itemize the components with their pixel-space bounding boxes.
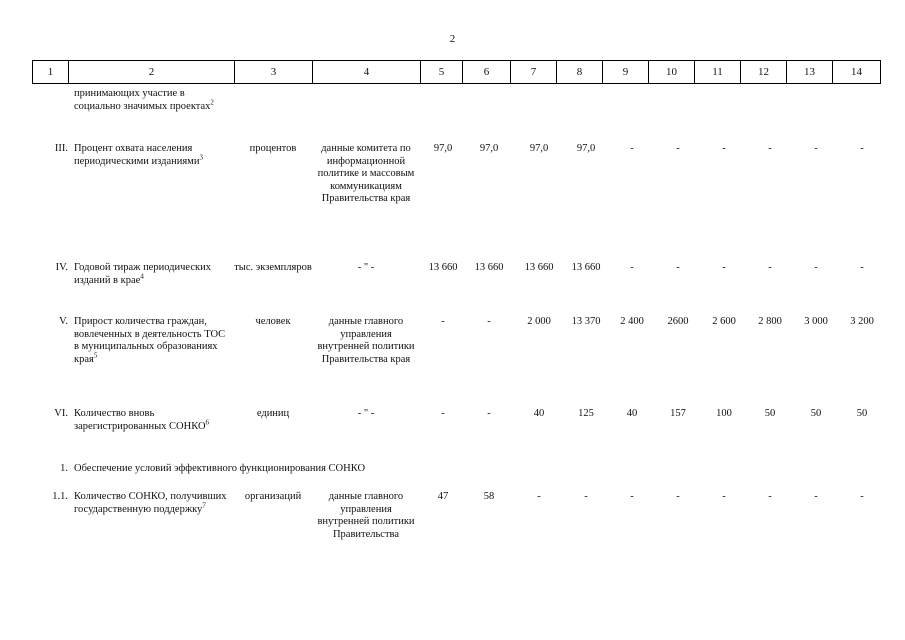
- header-col-4: 4: [313, 61, 421, 84]
- value-cell: 50: [764, 408, 776, 419]
- footnote-mark: 4: [140, 272, 144, 280]
- value-cell: 50: [856, 408, 868, 419]
- unit: тыс. экземпляров: [234, 262, 312, 273]
- header-col-3: 3: [235, 61, 313, 84]
- indicator-name: Прирост количества граждан, вовлеченных в деятельность ТОС в муниципальных образованиях края$^5$: [74, 316, 226, 365]
- value-cell: 13 660: [571, 262, 601, 273]
- value-cell: -: [814, 143, 818, 154]
- value-cell: -: [768, 262, 772, 273]
- value-cell: 2600: [667, 316, 689, 327]
- section-title: Обеспечение условий эффективного функционирования СОНКО: [74, 463, 366, 474]
- value-cell: -: [722, 143, 726, 154]
- value-cell: 2 400: [620, 316, 644, 327]
- value-cell: 97,0: [576, 143, 596, 154]
- value-cell: -: [768, 491, 772, 502]
- value-cell: -: [722, 491, 726, 502]
- header-row: [33, 61, 881, 84]
- value-cell: 58: [483, 491, 495, 502]
- value-cell: -: [441, 408, 445, 419]
- indicator-name: Процент охвата населения периодическими изданиями$^3$: [74, 143, 203, 167]
- header-col-5: 5: [421, 61, 463, 84]
- unit: человек: [255, 316, 291, 327]
- footnote-mark: 6: [205, 418, 210, 426]
- data-source: - " -: [357, 262, 375, 273]
- row-number: 1.1.: [52, 491, 68, 502]
- indicator-name: Годовой тираж периодических изданий в крае$^4$: [74, 262, 211, 286]
- row-number: V.: [59, 316, 68, 327]
- value-cell: 47: [437, 491, 449, 502]
- value-cell: 157: [670, 408, 686, 419]
- header-col-1: 1: [33, 61, 69, 84]
- data-source: данные главного управления внутренней политики Правительства края: [317, 316, 415, 365]
- header-col-14: 14: [833, 61, 881, 84]
- value-cell: -: [487, 316, 491, 327]
- footnote-mark: 3: [199, 153, 203, 161]
- value-cell: 13 660: [474, 262, 504, 273]
- value-cell: 40: [533, 408, 545, 419]
- value-cell: -: [630, 491, 634, 502]
- value-cell: 97,0: [529, 143, 549, 154]
- value-cell: -: [630, 143, 634, 154]
- column-header-table: [32, 60, 881, 84]
- data-source: данные главного управления внутренней политики Правительства: [317, 491, 415, 540]
- value-cell: 3 000: [804, 316, 828, 327]
- footnote-mark: 7: [202, 501, 206, 509]
- header-col-10: 10: [649, 61, 695, 84]
- value-cell: -: [537, 491, 541, 502]
- unit: организаций: [244, 491, 302, 502]
- header-col-12: 12: [741, 61, 787, 84]
- value-cell: 97,0: [479, 143, 499, 154]
- value-cell: -: [630, 262, 634, 273]
- row-number: III.: [54, 143, 68, 154]
- value-cell: -: [860, 262, 864, 273]
- value-cell: 2 000: [527, 316, 551, 327]
- value-cell: 2 800: [758, 316, 782, 327]
- row-number: VI.: [54, 408, 68, 419]
- value-cell: 2 600: [712, 316, 736, 327]
- value-cell: -: [584, 491, 588, 502]
- indicator-name: принимающих участие в социально значимых проектах$^2$: [74, 88, 214, 112]
- value-cell: -: [441, 316, 445, 327]
- footnote-mark: 5: [93, 351, 98, 359]
- value-cell: -: [722, 262, 726, 273]
- value-cell: 13 370: [571, 316, 601, 327]
- unit: процентов: [249, 143, 297, 154]
- value-cell: 13 660: [428, 262, 458, 273]
- value-cell: 50: [810, 408, 822, 419]
- value-cell: 100: [716, 408, 732, 419]
- value-cell: 97,0: [433, 143, 453, 154]
- indicator-name: Количество СОНКО, получивших государственную поддержку$^7$: [74, 491, 227, 515]
- value-cell: -: [814, 262, 818, 273]
- value-cell: -: [860, 491, 864, 502]
- footnote-mark: 2: [210, 98, 214, 106]
- value-cell: -: [676, 491, 680, 502]
- value-cell: -: [676, 262, 680, 273]
- header-col-2: 2: [69, 61, 235, 84]
- header-col-9: 9: [603, 61, 649, 84]
- value-cell: -: [860, 143, 864, 154]
- value-cell: -: [768, 143, 772, 154]
- header-col-6: 6: [463, 61, 511, 84]
- value-cell: 40: [626, 408, 638, 419]
- header-col-11: 11: [695, 61, 741, 84]
- section-number: 1.: [60, 463, 68, 474]
- page-number: 2: [449, 33, 456, 45]
- row-number: IV.: [55, 262, 68, 273]
- header-col-13: 13: [787, 61, 833, 84]
- unit: единиц: [256, 408, 290, 419]
- value-cell: -: [487, 408, 491, 419]
- header-col-8: 8: [557, 61, 603, 84]
- value-cell: 125: [578, 408, 594, 419]
- data-source: данные комитета по информационной политике и массовым коммуникациям Правительства края: [317, 143, 415, 204]
- value-cell: 13 660: [524, 262, 554, 273]
- value-cell: -: [676, 143, 680, 154]
- value-cell: 3 200: [850, 316, 874, 327]
- header-col-7: 7: [511, 61, 557, 84]
- indicator-name: Количество вновь зарегистрированных СОНКО$^6$: [74, 408, 210, 432]
- data-source: - " -: [357, 408, 375, 419]
- value-cell: -: [814, 491, 818, 502]
